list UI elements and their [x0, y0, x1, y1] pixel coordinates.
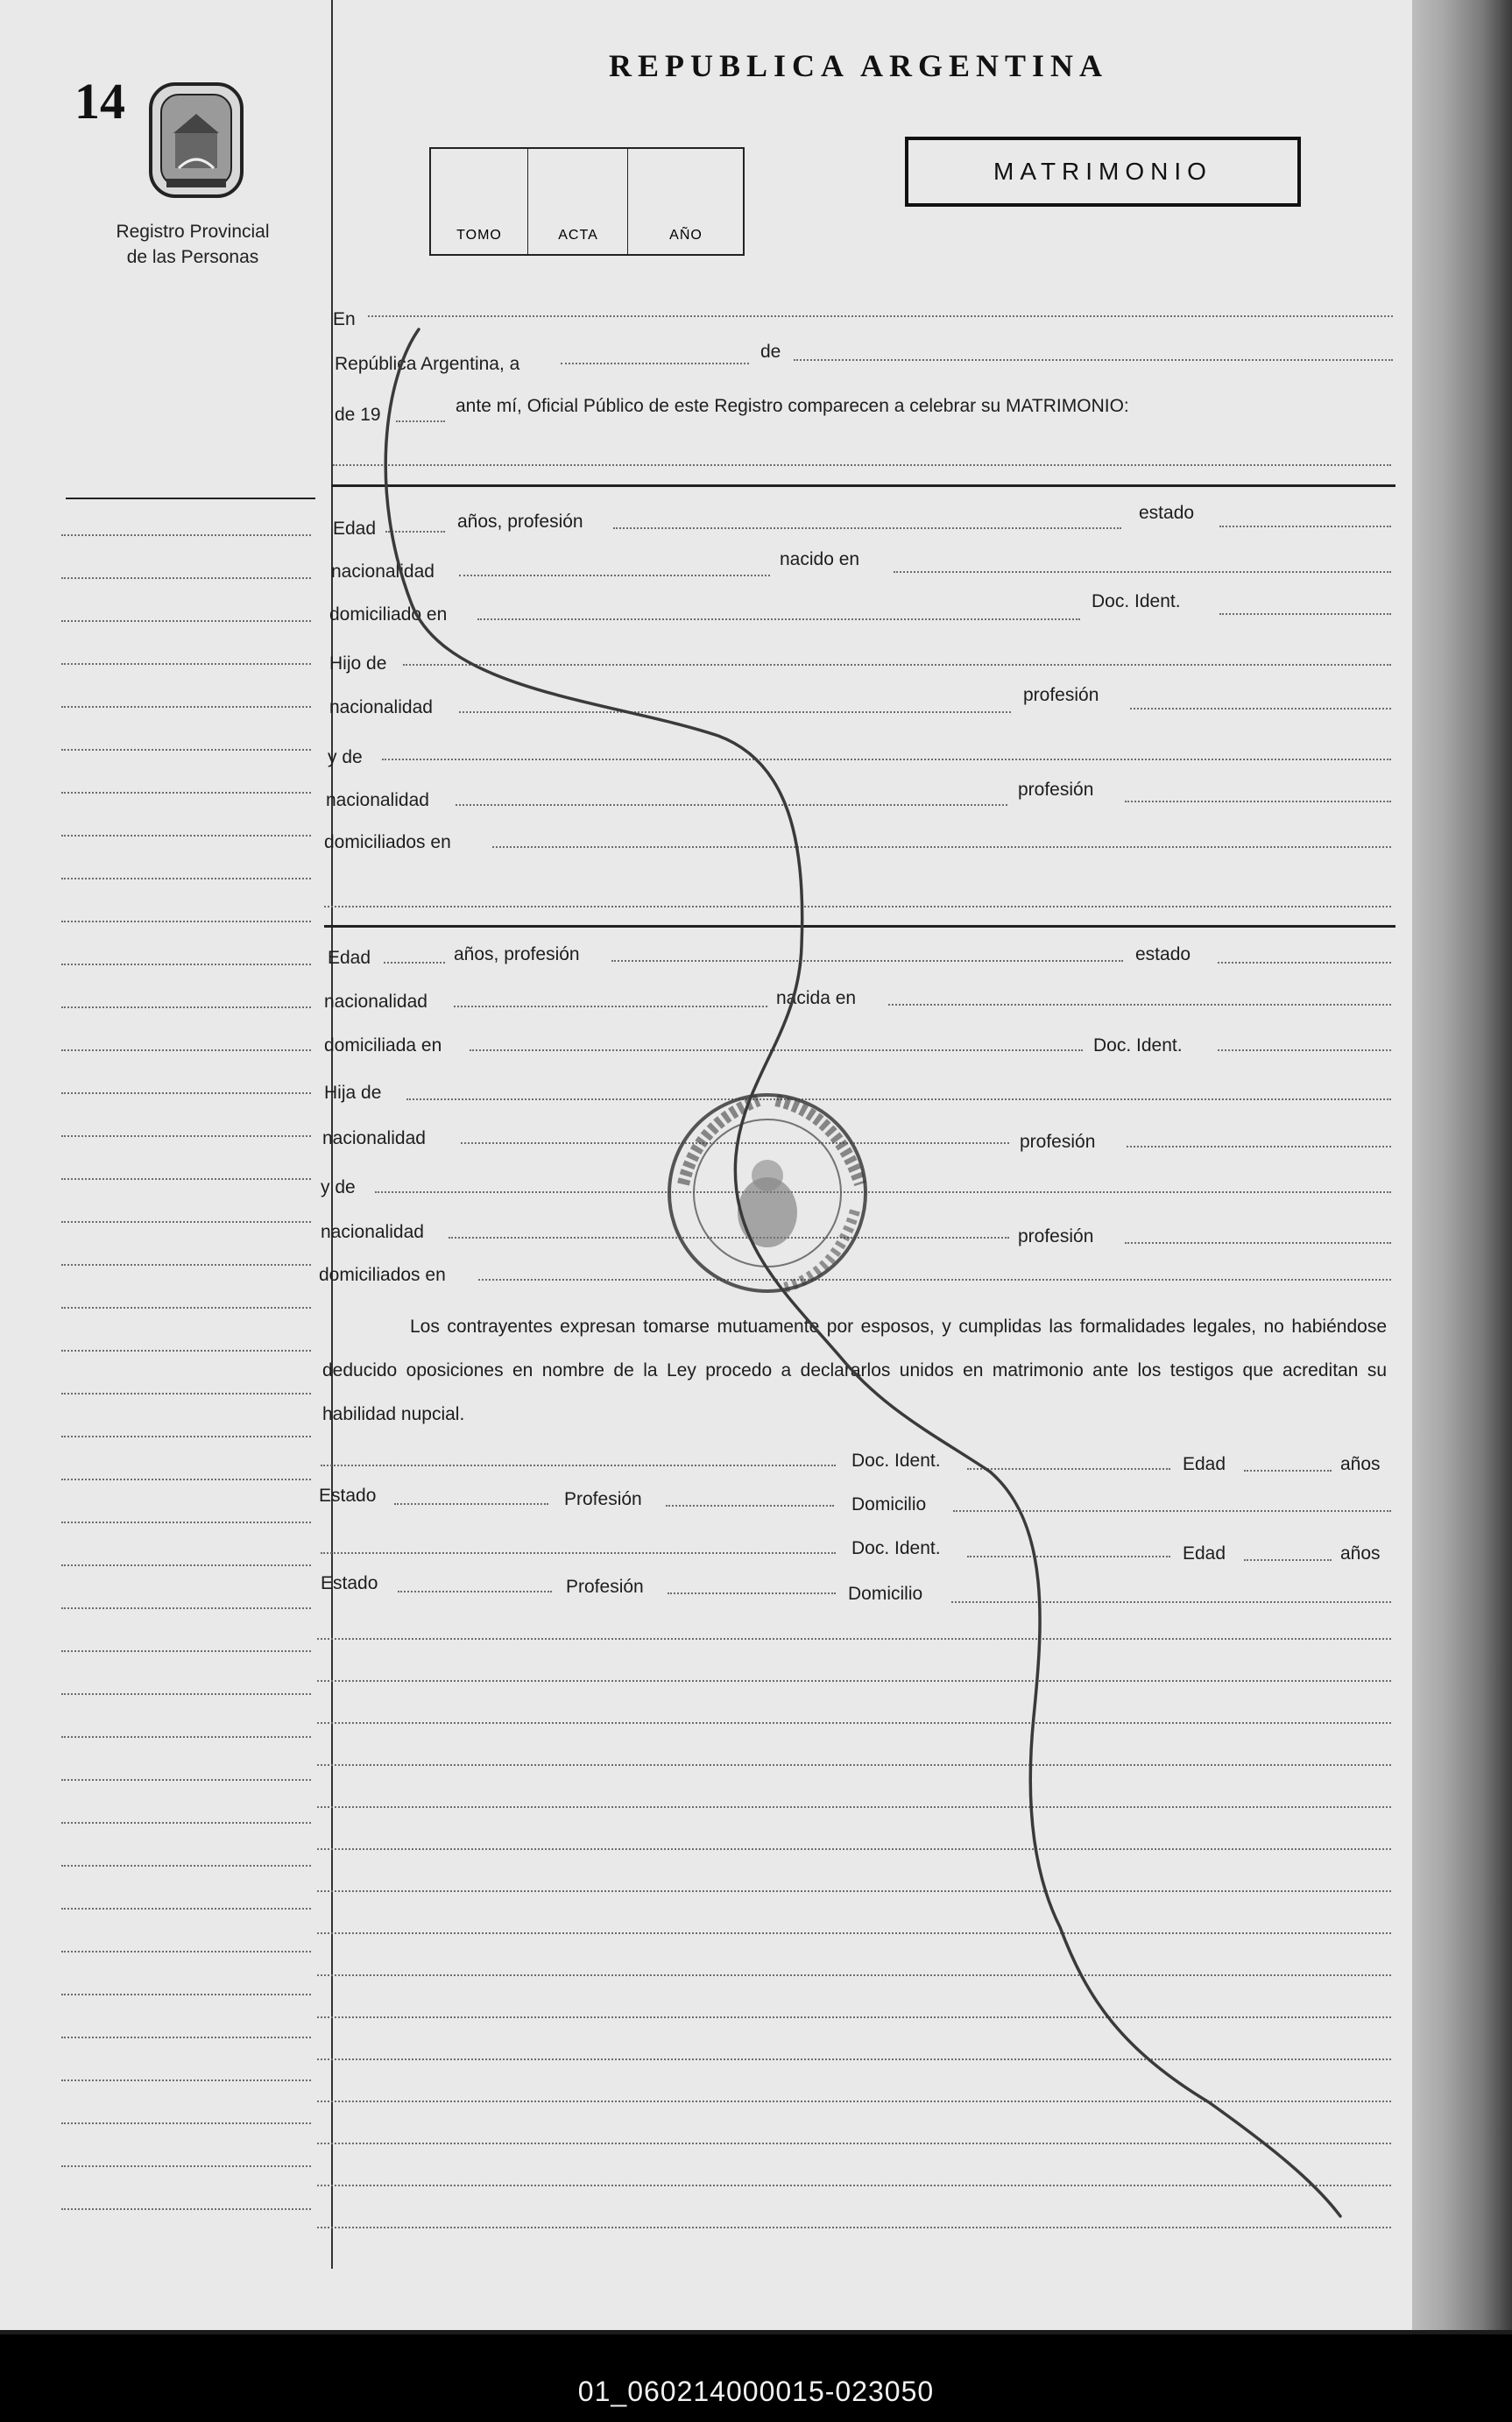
witness-1-estado-label: Estado: [319, 1486, 377, 1506]
de-label: de: [760, 342, 781, 362]
groom-father-field[interactable]: [403, 664, 1391, 666]
en-label: En: [333, 309, 356, 329]
margin-line[interactable]: [61, 534, 311, 536]
margin-line[interactable]: [61, 749, 311, 751]
margin-line[interactable]: [61, 1908, 311, 1910]
en-field[interactable]: [368, 315, 1393, 317]
groom-mother-nac-field[interactable]: [456, 804, 1007, 806]
margin-line[interactable]: [61, 964, 311, 965]
tomo-cell: [431, 149, 528, 254]
margin-line[interactable]: [61, 1049, 311, 1051]
witness-2-domicilio-field[interactable]: [951, 1601, 1391, 1603]
tomo-label: TOMO: [456, 228, 502, 243]
witness-2-profesion-field[interactable]: [668, 1592, 836, 1594]
witness-1-anos-label: años: [1340, 1454, 1381, 1474]
bride-father-prof-label: profesión: [1020, 1132, 1096, 1152]
bride-mother-field[interactable]: [375, 1191, 1391, 1193]
groom-profesion-label: años, profesión: [457, 512, 583, 532]
ante-mi-text: ante mí, Oficial Público de este Registro comparecen a celebrar su MATRIMONIO:: [456, 396, 1129, 416]
page-number: 14: [74, 73, 125, 130]
margin-line[interactable]: [61, 1006, 311, 1008]
witness-2-domicilio-label: Domicilio: [848, 1584, 923, 1604]
groom-hijo-label: Hijo de: [329, 653, 387, 674]
groom-nacionalidad-label: nacionalidad: [331, 561, 435, 582]
groom-profesion-field[interactable]: [613, 527, 1121, 529]
bride-father-prof-field[interactable]: [1127, 1146, 1391, 1147]
witness-1-doc-label: Doc. Ident.: [851, 1451, 941, 1471]
acta-label: ACTA: [558, 228, 598, 243]
provincial-seal-icon: [147, 81, 245, 200]
blank-line[interactable]: [317, 2101, 1391, 2102]
bride-domicilio-label: domiciliada en: [324, 1035, 442, 1056]
groom-domicilio-field[interactable]: [477, 618, 1080, 620]
book-edge: [1412, 0, 1512, 2330]
margin-line[interactable]: [61, 1693, 311, 1695]
margin-line[interactable]: [61, 1779, 311, 1781]
margin-line[interactable]: [61, 1650, 311, 1652]
margin-line[interactable]: [61, 706, 311, 708]
bride-father-field[interactable]: [406, 1098, 1391, 1100]
blank-line[interactable]: [317, 1890, 1391, 1892]
day-field[interactable]: [561, 363, 749, 364]
margin-line[interactable]: [61, 1479, 311, 1480]
groom-father-prof-field[interactable]: [1130, 708, 1391, 710]
margin-line[interactable]: [61, 1994, 311, 1995]
groom-edad-field[interactable]: [385, 531, 445, 533]
witness-2-doc-field[interactable]: [967, 1556, 1170, 1557]
margin-line[interactable]: [61, 1393, 311, 1395]
witness-1-domicilio-field[interactable]: [953, 1510, 1391, 1512]
margin-line[interactable]: [61, 620, 311, 622]
bride-hija-label: Hija de: [324, 1083, 382, 1103]
registry-line-2: de las Personas: [126, 247, 259, 267]
groom-father-nac-label: nacionalidad: [329, 697, 433, 717]
ano-cell: [629, 149, 743, 254]
groom-domicilio-label: domiciliado en: [329, 604, 448, 625]
declaration-text: [322, 1305, 1387, 1437]
declaration-body: Los contrayentes expresan tomarse mutuamente por esposos, y cumplidas las formalidades legales, no habiéndose deducido oposiciones en nombre de la Ley procedo a declararlos unidos en matrimonio ante los testigos que acreditan su habilidad nupcial.: [322, 1317, 1387, 1424]
bride-mother-label: y de: [321, 1177, 356, 1197]
margin-line[interactable]: [61, 1564, 311, 1566]
margin-line[interactable]: [61, 1822, 311, 1824]
margin-line[interactable]: [61, 1092, 311, 1094]
bride-nacida-label: nacida en: [776, 988, 857, 1008]
groom-mother-prof-label: profesión: [1018, 780, 1094, 800]
year-field[interactable]: [396, 420, 445, 422]
witness-1-name-field[interactable]: [321, 1465, 836, 1466]
acta-cell: [529, 149, 628, 254]
groom-nacido-label: nacido en: [780, 549, 860, 569]
witness-1-profesion-label: Profesión: [564, 1489, 642, 1509]
margin-line[interactable]: [61, 1436, 311, 1437]
witness-1-edad-label: Edad: [1183, 1454, 1226, 1474]
margin-line[interactable]: [61, 1264, 311, 1266]
witness-2-edad-field[interactable]: [1244, 1559, 1332, 1561]
month-field[interactable]: [794, 359, 1393, 361]
groom-parents-domicilio-label: domiciliados en: [324, 832, 451, 852]
witness-2-doc-label: Doc. Ident.: [851, 1538, 941, 1558]
witness-2-estado-label: Estado: [321, 1573, 378, 1593]
registry-line-1: Registro Provincial: [116, 222, 270, 242]
margin-line[interactable]: [61, 2165, 311, 2167]
witness-1-doc-field[interactable]: [967, 1468, 1170, 1470]
bride-estado-field[interactable]: [1218, 962, 1391, 964]
bride-edad-label: Edad: [328, 948, 371, 968]
file-code: 01_060214000015-023050: [577, 2376, 935, 2407]
margin-line[interactable]: [61, 1607, 311, 1609]
margin-line[interactable]: [61, 1178, 311, 1180]
bride-mother-nac-label: nacionalidad: [321, 1222, 424, 1242]
blank-line[interactable]: [317, 1722, 1391, 1724]
margin-line[interactable]: [61, 2208, 311, 2210]
witness-2-estado-field[interactable]: [398, 1591, 552, 1592]
ano-label: AÑO: [669, 228, 703, 243]
margin-line[interactable]: [61, 2037, 311, 2038]
groom-nacido-field[interactable]: [894, 571, 1391, 573]
official-stamp-icon: [662, 1088, 873, 1298]
margin-line[interactable]: [61, 1221, 311, 1223]
blank-line[interactable]: [317, 2058, 1391, 2060]
groom-mother-nac-label: nacionalidad: [326, 790, 429, 810]
witness-2-profesion-label: Profesión: [566, 1577, 644, 1597]
margin-line[interactable]: [61, 921, 311, 922]
blank-line[interactable]: [317, 1932, 1391, 1934]
blank-line[interactable]: [317, 2143, 1391, 2144]
witness-2-edad-label: Edad: [1183, 1543, 1226, 1564]
bride-domicilio-field[interactable]: [470, 1049, 1083, 1051]
margin-line[interactable]: [61, 1736, 311, 1738]
bride-mother-prof-label: profesión: [1018, 1226, 1094, 1246]
bride-doc-field[interactable]: [1218, 1049, 1391, 1051]
margin-line[interactable]: [61, 2080, 311, 2081]
bride-edad-field[interactable]: [384, 962, 445, 964]
page-title: REPUBLICA ARGENTINA: [608, 48, 1109, 83]
bride-mother-prof-field[interactable]: [1125, 1242, 1391, 1244]
margin-line[interactable]: [61, 1307, 311, 1309]
bride-nacionalidad-label: nacionalidad: [324, 992, 427, 1012]
groom-doc-field[interactable]: [1219, 613, 1391, 615]
blank-line[interactable]: [317, 2185, 1391, 2186]
margin-line[interactable]: [61, 878, 311, 879]
blank-line[interactable]: [317, 2227, 1391, 2228]
blank-line[interactable]: [317, 2016, 1391, 2018]
groom-father-nac-field[interactable]: [459, 711, 1011, 713]
bride-profesion-field[interactable]: [611, 960, 1123, 962]
margin-line[interactable]: [61, 1951, 311, 1952]
margin-line[interactable]: [61, 835, 311, 837]
witness-1-edad-field[interactable]: [1244, 1470, 1332, 1472]
bride-nacida-field[interactable]: [888, 1004, 1391, 1006]
header-extra-field[interactable]: [333, 464, 1391, 466]
witness-2-anos-label: años: [1340, 1543, 1381, 1564]
bride-estado-label: estado: [1135, 944, 1191, 964]
bride-doc-label: Doc. Ident.: [1093, 1035, 1183, 1056]
groom-parents-domicilio-field[interactable]: [492, 846, 1391, 848]
blank-line[interactable]: [317, 1764, 1391, 1766]
groom-mother-prof-field[interactable]: [1125, 801, 1391, 802]
groom-edad-label: Edad: [333, 519, 377, 539]
groom-mother-label: y de: [328, 747, 363, 767]
margin-line[interactable]: [61, 1135, 311, 1137]
margin-line[interactable]: [61, 577, 311, 579]
groom-mother-field[interactable]: [382, 759, 1391, 760]
section-rule-2: [324, 925, 1395, 928]
bride-father-nac-label: nacionalidad: [322, 1128, 426, 1148]
bride-profesion-label: años, profesión: [454, 944, 580, 964]
blank-line[interactable]: [317, 1680, 1391, 1682]
witness-2-name-field[interactable]: [321, 1552, 836, 1554]
blank-line[interactable]: [317, 1974, 1391, 1976]
groom-estado-label: estado: [1139, 503, 1195, 523]
groom-estado-field[interactable]: [1219, 526, 1391, 527]
groom-father-prof-label: profesión: [1023, 685, 1099, 705]
bride-parents-domicilio-label: domiciliados en: [319, 1265, 446, 1285]
groom-nacionalidad-field[interactable]: [459, 575, 770, 576]
margin-line[interactable]: [61, 1350, 311, 1352]
registry-name: [61, 219, 324, 270]
act-type-box: MATRIMONIO: [905, 137, 1301, 207]
witness-1-profesion-field[interactable]: [666, 1505, 834, 1507]
margin-line[interactable]: [61, 2122, 311, 2124]
groom-extra-field[interactable]: [324, 906, 1391, 907]
bride-parents-domicilio-field[interactable]: [478, 1279, 1391, 1281]
witness-1-estado-field[interactable]: [394, 1503, 548, 1505]
margin-line[interactable]: [61, 663, 311, 665]
republica-label: República Argentina, a: [335, 354, 520, 374]
margin-line[interactable]: [61, 1865, 311, 1867]
blank-line[interactable]: [317, 1638, 1391, 1640]
groom-doc-label: Doc. Ident.: [1092, 591, 1181, 611]
margin-line[interactable]: [61, 1522, 311, 1523]
blank-line[interactable]: [317, 1848, 1391, 1850]
margin-rule: [66, 498, 315, 499]
section-rule-1: [331, 484, 1395, 487]
witness-1-domicilio-label: Domicilio: [851, 1494, 927, 1515]
margin-line[interactable]: [61, 792, 311, 794]
tomo-acta-ano-box: [429, 147, 745, 256]
bride-nacionalidad-field[interactable]: [454, 1006, 767, 1007]
blank-line[interactable]: [317, 1806, 1391, 1808]
year-label: de 19: [335, 405, 381, 425]
